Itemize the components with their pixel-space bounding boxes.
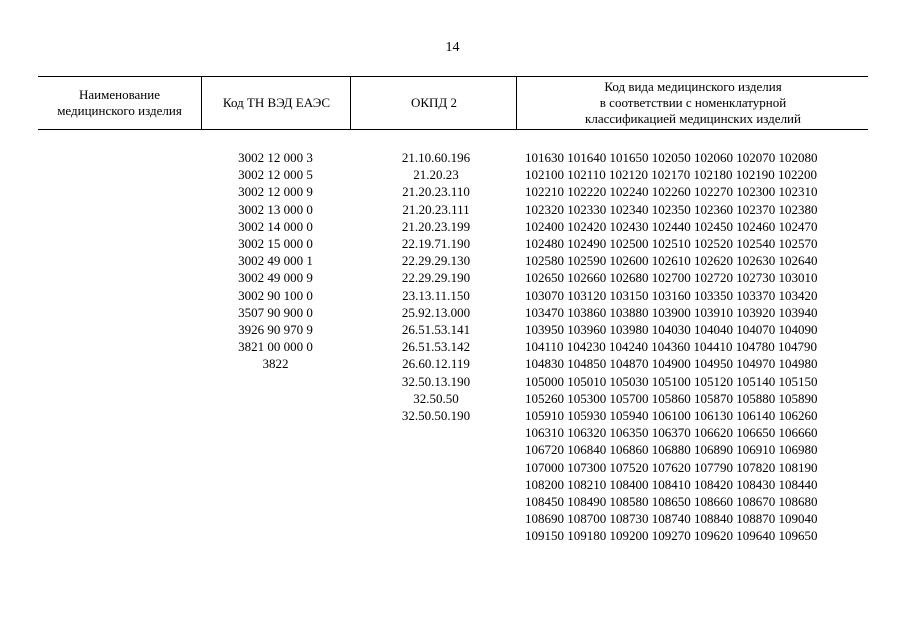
header-device-name — [38, 77, 201, 129]
tn-ved-code: 3002 12 000 9 — [238, 184, 313, 200]
nomenclature-code-line: 106720 106840 106860 106880 106890 106910 106980 — [525, 442, 818, 458]
okpd-code: 26.60.12.119 — [402, 356, 470, 372]
tn-ved-code: 3002 14 000 0 — [238, 218, 313, 234]
nomenclature-code-line: 102320 102330 102340 102350 102360 102370 102380 — [525, 201, 818, 217]
okpd-code: 25.92.13.000 — [401, 304, 471, 320]
nomenclature-code-line: 101630 101640 101650 102050 102060 102070 102080 — [525, 150, 818, 165]
tn-ved-code: 3821 00 000 0 — [238, 339, 313, 355]
header-tn-ved-label: Код ТН ВЭД ЕАЭС — [222, 95, 331, 110]
nomenclature-code-line: 108200 108210 108400 108410 108420 108430 108440 — [525, 476, 818, 492]
okpd-code: 26.51.53.141 — [401, 322, 471, 338]
okpd-code: 21.20.23.111 — [402, 201, 470, 217]
tn-ved-code: 3002 12 000 5 — [238, 167, 313, 183]
okpd-code: 32.50.13.190 — [401, 373, 471, 389]
tn-ved-code: 3002 13 000 0 — [238, 201, 313, 217]
okpd-code: 21.20.23 — [413, 167, 459, 183]
tn-ved-code: 3002 90 100 0 — [238, 287, 313, 303]
header-device-name-line: Наименование — [79, 87, 160, 102]
okpd-code: 32.50.50.190 — [401, 408, 471, 424]
table-body — [38, 130, 868, 550]
okpd-code: 26.51.53.142 — [401, 339, 471, 355]
header-nomenclature-line: классификацией медицинских изделий — [585, 111, 801, 126]
nomenclature-code-line: 106310 106320 106350 106370 106620 106650 106660 — [525, 425, 818, 441]
nomenclature-code-line: 102480 102490 102500 102510 102520 102540 102570 — [525, 236, 818, 252]
nomenclature-code-line: 102400 102420 102430 102440 102450 102460 102470 — [525, 218, 818, 234]
nomenclature-code-line: 105910 105930 105940 106100 106130 106140 106260 — [525, 408, 818, 424]
nomenclature-code-line: 104830 104850 104870 104900 104950 104970 104980 — [525, 356, 818, 372]
header-device-name-line: медицинского изделия — [57, 103, 182, 118]
tn-ved-code: 3926 90 970 9 — [238, 322, 313, 338]
okpd-code: 21.20.23.199 — [401, 218, 471, 234]
tn-ved-code: 3002 15 000 0 — [238, 236, 313, 252]
okpd-code: 21.20.23.110 — [402, 184, 470, 200]
okpd-code: 22.29.29.190 — [401, 270, 471, 286]
nomenclature-code-line: 102650 102660 102680 102700 102720 102730 103010 — [525, 270, 818, 286]
nomenclature-code-line: 102210 102220 102240 102260 102270 102300 102310 — [525, 184, 818, 200]
nomenclature-code-line: 108690 108700 108730 108740 108840 108870 109040 — [525, 511, 818, 527]
tn-ved-code: 3507 90 900 0 — [238, 304, 313, 320]
tn-ved-code: 3822 — [262, 356, 289, 372]
okpd-code: 22.19.71.190 — [401, 236, 471, 252]
nomenclature-code-line: 103950 103960 103980 104030 104040 104070 104090 — [525, 322, 818, 338]
header-okpd-label: ОКПД 2 — [410, 95, 458, 110]
nomenclature-code-line: 102100 102110 102120 102170 102180 102190 102200 — [525, 167, 818, 183]
page-number: 14 — [445, 40, 460, 55]
tn-ved-code: 3002 49 000 9 — [238, 270, 313, 286]
header-nomenclature-line: Код вида медицинского изделия — [604, 79, 782, 94]
nomenclature-code-line: 105000 105010 105030 105100 105120 105140 105150 — [525, 373, 818, 389]
okpd-codes-column — [381, 149, 491, 424]
header-nomenclature — [516, 77, 869, 129]
okpd-code: 32.50.50 — [413, 390, 459, 406]
okpd-code: 22.29.29.130 — [401, 253, 471, 269]
header-tn-ved — [201, 77, 351, 129]
medical-device-codes-table — [38, 76, 868, 550]
nomenclature-code-line: 108450 108490 108580 108650 108660 108670 108680 — [525, 494, 818, 510]
nomenclature-code-line: 104110 104230 104240 104360 104410 104780 104790 — [525, 339, 818, 355]
header-okpd — [350, 77, 517, 129]
okpd-code: 23.13.11.150 — [402, 287, 470, 303]
nomenclature-code-line: 103070 103120 103150 103160 103350 103370 103420 — [525, 287, 818, 303]
nomenclature-codes-column — [525, 149, 865, 545]
tn-ved-code: 3002 12 000 3 — [238, 150, 313, 165]
tn-ved-code: 3002 49 000 1 — [238, 253, 313, 269]
nomenclature-code-line: 103470 103860 103880 103900 103910 103920 103940 — [525, 304, 818, 320]
nomenclature-code-line: 105260 105300 105700 105860 105870 105880 105890 — [525, 390, 818, 406]
nomenclature-code-line: 109150 109180 109200 109270 109620 109640 109650 — [525, 528, 818, 544]
table-header — [38, 76, 868, 130]
tn-ved-codes-column — [213, 149, 338, 373]
header-nomenclature-line: в соответствии с номенклатурной — [599, 95, 787, 110]
okpd-code: 21.10.60.196 — [401, 150, 471, 165]
nomenclature-code-line: 107000 107300 107520 107620 107790 107820 108190 — [525, 459, 818, 475]
nomenclature-code-line: 102580 102590 102600 102610 102620 102630 102640 — [525, 253, 818, 269]
